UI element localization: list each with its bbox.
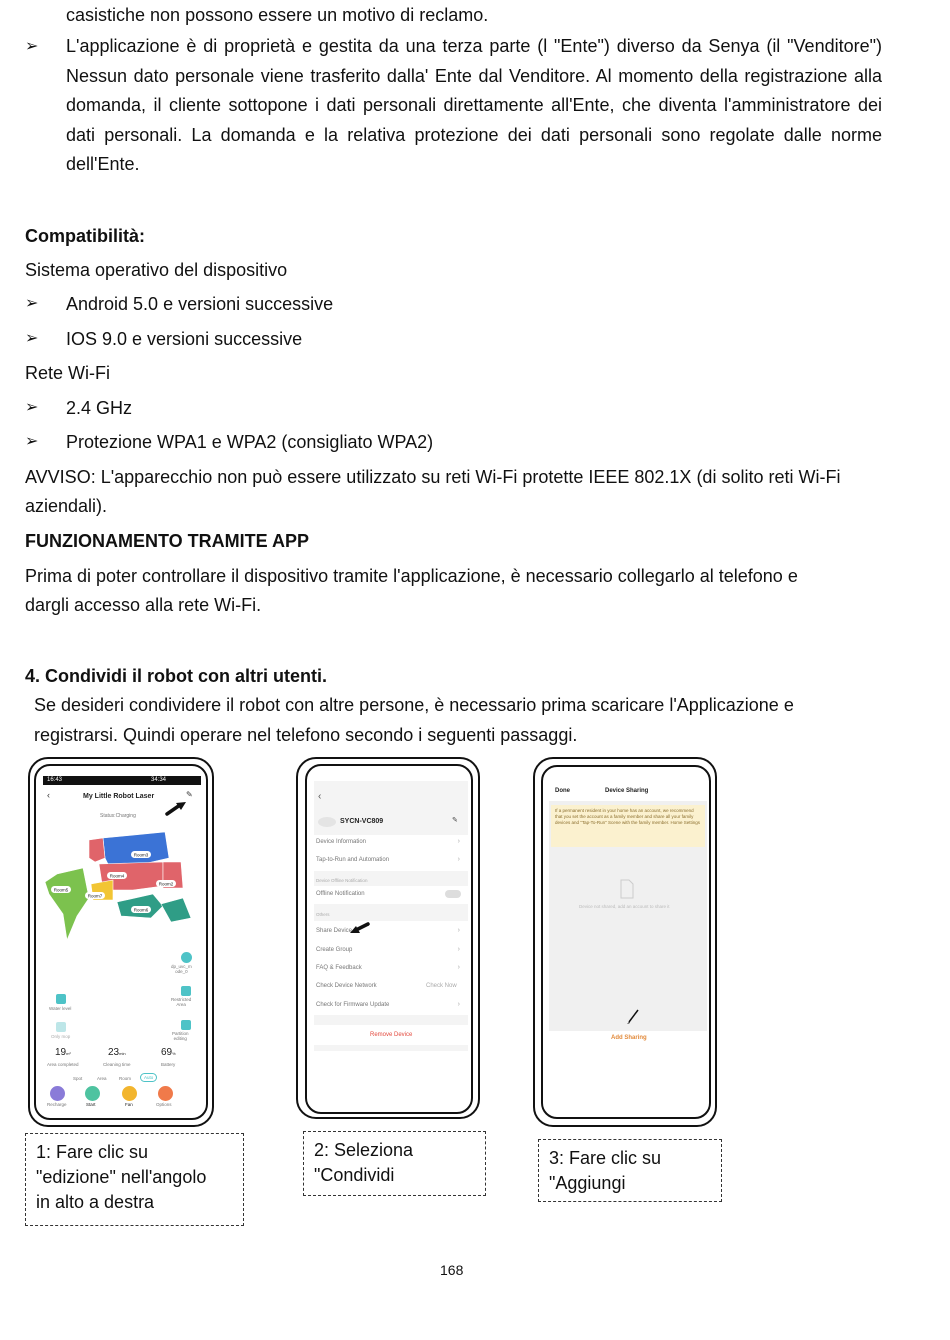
recharge-label: Recharge [47,1102,67,1107]
device-settings-screen [314,781,468,1051]
water-level-label: Water level [49,1006,72,1011]
add-sharing-bar [549,1031,707,1051]
add-sharing-button[interactable]: Add Sharing [611,1035,647,1041]
row-tap-to-run[interactable]: Tap-to-Run and Automation [316,857,390,863]
app-operation-line-2: dargli accesso alla rete Wi-Fi. [25,595,262,615]
partition-icon[interactable] [181,1020,191,1030]
chevron-right-icon: › [457,964,460,971]
notice-line-2: aziendali). [25,496,108,516]
room-label-4: Room4 [109,873,125,879]
row-offline-notification: Offline Notification [316,891,365,897]
options-label: Options [156,1102,172,1107]
mode-area[interactable]: Area [97,1076,107,1081]
section-others: Others [316,912,330,917]
sharing-title: Device Sharing [605,788,649,794]
chevron-right-icon: › [457,1001,460,1008]
chevron-right-icon: › [457,927,460,934]
app-operation-line-1: Prima di poter controllare il dispositivo tramite l'applicazione, è necessario collegarlo al telefono e [25,566,798,586]
bullet-symbol: ➢ [25,399,39,416]
phone-frame-2 [296,757,480,1119]
phone-screen-frame [541,765,711,1119]
section4-line-1: Se desideri condividere il robot con altre persone, è necessario prima scaricare l'Applicazione e [34,695,794,715]
row-share-device[interactable]: Share Device [316,928,353,934]
start-button[interactable] [85,1086,100,1101]
room-label-3: Room3 [133,852,149,858]
device-avatar [318,817,336,827]
restricted-area-icon[interactable] [181,986,191,996]
restricted-area-label: Restricted Area [171,997,192,1007]
phone-frame-3 [533,757,717,1127]
cleaning-map [43,818,201,948]
chevron-right-icon: › [457,838,460,845]
os-label: Sistema operativo del dispositivo [25,260,288,280]
mode-auto[interactable]: Auto [140,1073,157,1082]
stat-area-value: 19m² [55,1047,71,1058]
offline-toggle[interactable] [445,890,461,898]
section4-line-2: registrarsi. Quindi operare nel telefono secondo i seguenti passaggi. [34,725,578,745]
os-item-ios: IOS 9.0 e versioni successive [66,329,303,349]
edit-icon[interactable]: ✎ [452,817,458,824]
room-label-6: Room6 [133,907,149,913]
fan-button[interactable] [122,1086,137,1101]
stat-time-label: Cleaning time [103,1062,131,1067]
uvc-icon[interactable] [181,952,192,963]
mode-spot[interactable]: Spot [73,1076,83,1081]
room-label-7: Room7 [87,893,103,899]
empty-state-text: Device not shared, add an account to share it [579,904,670,909]
resident-notice: If a permanent resident in your home has an account, we recommend that you set the account as a family member and share all your family devices and "Tap-To-Run" Scene with the family member. Home Settings [551,805,705,847]
wifi-label: Rete Wi-Fi [25,363,110,383]
stat-time-value: 23min [108,1047,126,1058]
device-name: SYCN-VC809 [340,818,384,825]
bullet-symbol: ➢ [25,330,39,347]
wifi-item-security: Protezione WPA1 e WPA2 (consigliato WPA2) [66,432,434,452]
app-title: My Little Robot Laser [83,793,155,800]
check-now-link[interactable]: Check Now [426,983,457,989]
continued-line: casistiche non possono essere un motivo di reclamo. [66,5,489,25]
chevron-right-icon: › [457,946,460,953]
row-create-group[interactable]: Create Group [316,947,353,953]
recharge-button[interactable] [50,1086,65,1101]
room-label-2: Room2 [158,881,174,887]
caption-step-3: 3: Fare clic su "Aggiungi [538,1139,722,1202]
bullet-symbol: ➢ [25,433,39,450]
status-text: Status:Charging [100,813,136,819]
partition-label: Partition editing [172,1031,189,1041]
arrow-icon [164,800,188,816]
row-firmware-update[interactable]: Check for Firmware Update [316,1002,390,1008]
status-time: 16:43 [47,777,63,783]
compatibility-heading: Compatibilità: [25,226,145,246]
caption-step-1: 1: Fare clic su "edizione" nell'angolo in alto a destra [25,1133,244,1226]
fan-label: Fan [125,1102,133,1107]
device-sharing-screen [549,783,707,1051]
row-check-network[interactable]: Check Device Network [316,983,377,989]
remove-device-button[interactable]: Remove Device [370,1032,413,1038]
mode-room[interactable]: Room [119,1076,132,1081]
uvc-label: dp_uvc_m ode_0 [171,964,192,974]
section-offline: Device Offline Notification [316,878,368,883]
bullet-symbol: ➢ [25,295,39,312]
phone-frame-1 [28,757,214,1127]
row-faq-feedback[interactable]: FAQ & Feedback [316,965,362,971]
edit-icon[interactable]: ✎ [186,790,193,799]
room-label-5: Room5 [53,887,69,893]
document-icon [619,879,635,899]
status-right: 34:34 [151,777,167,783]
phone-screen-frame [34,764,208,1120]
mop-icon[interactable] [56,1022,66,1032]
back-icon[interactable]: ‹ [47,790,50,800]
arrow-icon [348,921,370,935]
back-icon[interactable]: ‹ [318,791,322,802]
status-bar [43,776,201,785]
stat-area-label: Area completed [47,1062,79,1067]
row-device-information[interactable]: Device Information [316,839,367,845]
water-level-icon[interactable] [56,994,66,1004]
app-ownership-paragraph: L'applicazione è di proprietà e gestita da una terza parte (l "Ente") diverso da Senya (il "Venditore") Nessun dato personale viene trasferito dalla' Ente dal Venditore. Al momento della registrazione alla domanda, il cliente sottopone i dati personali direttamente all'Ente, che diventa l'amministratore dei dati personali. La domanda e la relativa protezione dei dati personali sono regolate dalle norme dell'Ente. [66,36,882,174]
bullet-symbol: ➢ [25,38,39,55]
app-operation-heading: FUNZIONAMENTO TRAMITE APP [25,531,309,551]
pen-icon [625,1009,641,1025]
os-item-android: Android 5.0 e versioni successive [66,294,334,314]
page-number: 168 [440,1262,464,1278]
done-button[interactable]: Done [555,788,570,794]
options-button[interactable] [158,1086,173,1101]
robot-app-screen [43,776,201,1108]
start-label: Start [86,1102,96,1107]
section4-heading: 4. Condividi il robot con altri utenti. [25,666,328,686]
stat-battery-label: Battery [161,1062,176,1067]
notice-line-1: AVVISO: L'apparecchio non può essere utilizzato su reti Wi-Fi protette IEEE 802.1X (di solito reti Wi-Fi [25,467,841,487]
wifi-item-band: 2.4 GHz [66,398,133,418]
only-mop-label: Only mop [51,1034,71,1039]
chevron-right-icon: › [457,856,460,863]
phone-screen-frame [305,764,473,1114]
caption-step-2: 2: Seleziona "Condividi [303,1131,486,1196]
stat-battery-value: 69% [161,1047,176,1058]
